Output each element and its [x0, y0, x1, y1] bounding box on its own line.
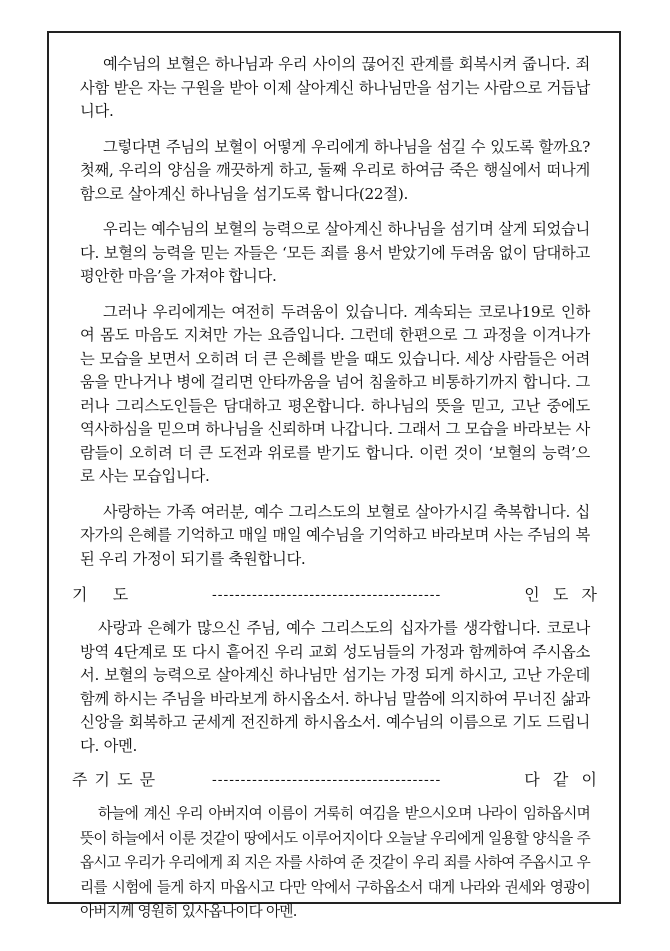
sermon-paragraph-4: 그러나 우리에게는 여전히 두려움이 있습니다. 계속되는 코로나19로 인하여 몸도 마음도 지쳐만 가는 요즘입니다. 그런데 한편으로 그 과정을 이겨나가는 모습을 보면서 오히려 더 큰 은혜를 받을 때도 있습니다. 세상 사람들은 어려움을 만나거나 병에 걸리면 안타까움을 넘어 침울하고 비통하기까지 합니다. 그러나 그리스도인들은 담대하고 평온합니다. 하나님의 뜻을 믿고, 고난 중에도 역사하심을 믿으며 하나님을 신뢰하며 나갑니다. 그래서 그 모습을 바라보는 사람들이 오히려 더 큰 도전과 위로를 받기도 합니다. 이런 것이 ‘보혈의 능력’으로 사는 모습입니다.: [80, 302, 590, 485]
sermon-paragraph-5: 사랑하는 가족 여러분, 예수 그리스도의 보혈로 살아가시길 축복합니다. 십자가의 은혜를 기억하고 매일 매일 예수님을 기억하고 바라보며 사는 주님의 복된 우리 가정이 되기를 축원합니다.: [80, 502, 590, 568]
lords-prayer-heading: [72, 768, 598, 792]
document-body: [72, 53, 598, 925]
prayer-text: 사랑과 은혜가 많으신 주님, 예수 그리스도의 십자가를 생각합니다. 코로나 방역 4단계로 또 다시 흩어진 우리 교회 성도님들의 가정과 함께하여 주시옵소서. 보혈의 능력으로 살아계신 하나님만 섬기는 가정 되게 하시고, 고난 가운데 함께 하시는 주님을 바라보게 하시옵소서. 하나님 말씀에 의지하여 무너진 삶과 신앙을 회복하고 굳세게 전진하게 하시옵소서. 예수님의 이름으로 기도 드립니다. 아멘.: [80, 619, 590, 755]
lords-prayer-dash-leader: ----------------------------------------: [212, 772, 442, 788]
sermon-paragraph-1: 예수님의 보혈은 하나님과 우리 사이의 끊어진 관계를 회복시켜 줍니다. 죄 사함 받은 자는 구원을 받아 이제 살아계신 하나님만을 섬기는 사람으로 거듭납니다.: [80, 55, 590, 120]
sermon-paragraph-2: 그렇다면 주님의 보혈이 어떻게 우리에게 하나님을 섬길 수 있도록 할까요? 첫째, 우리의 양심을 깨끗하게 하고, 둘째 우리로 하여금 죽은 행실에서 떠나게 함으로 살아계신 하나님을 섬기도록 합니다(22절).: [80, 137, 590, 203]
lords-prayer-text: 하늘에 계신 우리 아버지여 이름이 거룩히 여김을 받으시오며 나라이 임하옵시며 뜻이 하늘에서 이룬 것같이 땅에서도 이루어지이다 오늘날 우리에게 일용할 양식을 주옵시고 우리가 우리에게 죄 지은 자를 사하여 준 것같이 우리 죄를 사하여 주옵시고 우리를 시험에 들게 하지 마옵시고 다만 악에서 구하옵소서 대게 나라와 권세와 영광이 아버지께 영원히 있사옵나이다 아멘.: [80, 805, 590, 920]
lords-prayer-label: 주 기 도 문: [72, 770, 157, 789]
prayer-heading: [72, 583, 598, 607]
prayer-leader: 인 도 자: [524, 585, 598, 604]
prayer-dash-leader: ----------------------------------------: [212, 587, 442, 603]
sermon-paragraph-3: 우리는 예수님의 보혈의 능력으로 살아계신 하나님을 섬기며 살게 되었습니다. 보혈의 능력을 믿는 자들은 ‘모든 죄를 용서 받았기에 두려움 없이 담대하고 평안한 마음’을 가져야 합니다.: [80, 220, 590, 285]
lords-prayer-leader: 다 같 이: [524, 770, 598, 789]
prayer-label: 기 도: [72, 585, 130, 604]
